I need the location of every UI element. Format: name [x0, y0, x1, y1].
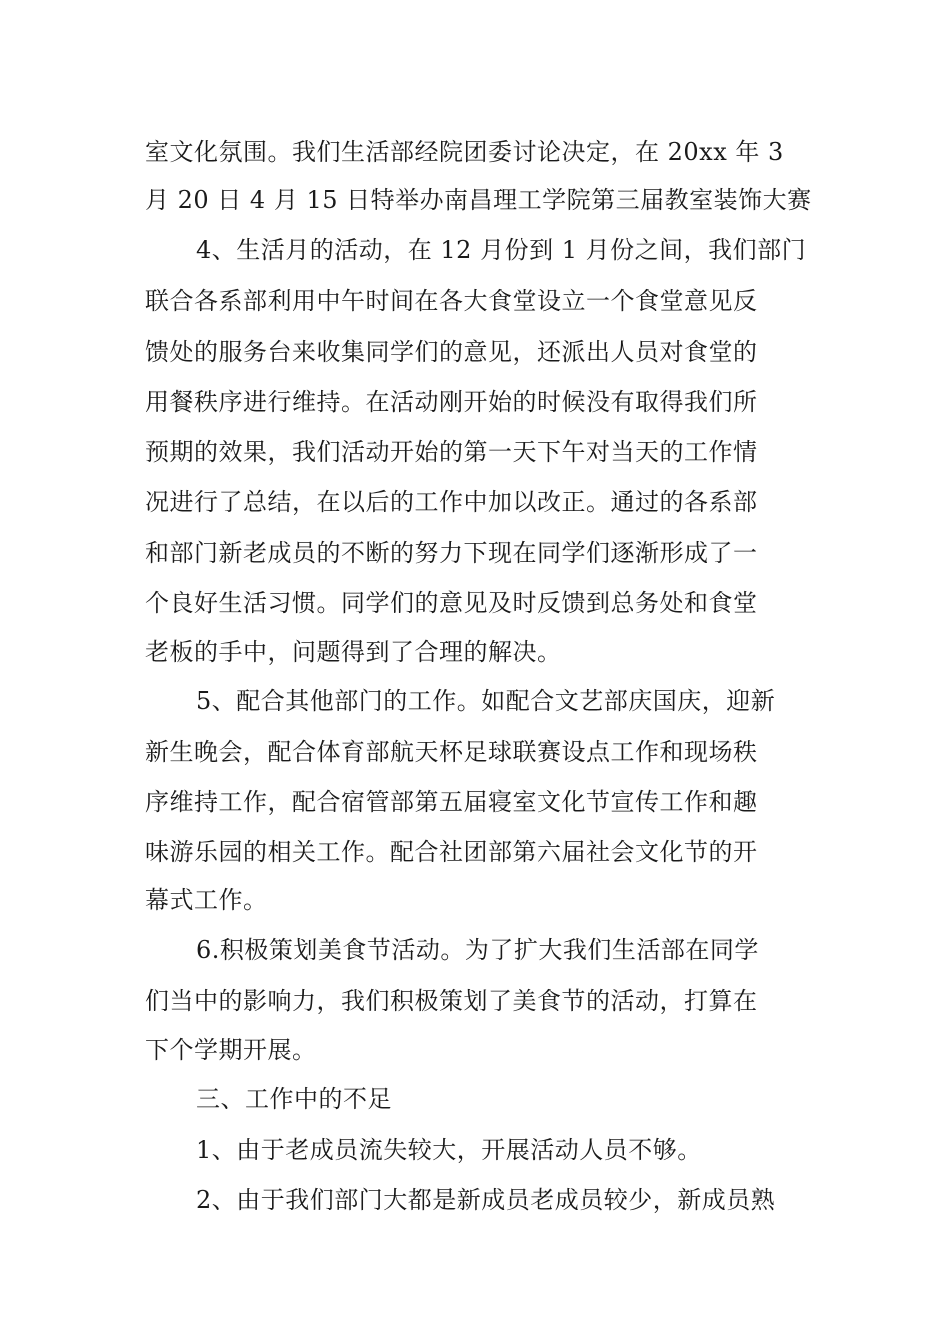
text-line: 用餐秩序进行维持。在活动刚开始的时候没有取得我们所 [145, 388, 758, 416]
text-line: 室文化氛围。我们生活部经院团委讨论决定，在 20xx 年 3 [145, 138, 784, 166]
text-line: 和部门新老成员的不断的努力下现在同学们逐渐形成了一 [145, 539, 758, 567]
text-line: 新生晚会，配合体育部航天杯足球联赛设点工作和现场秩 [145, 738, 758, 766]
section-heading: 三、工作中的不足 [196, 1085, 392, 1113]
text-line: 下个学期开展。 [145, 1036, 317, 1064]
text-line: 况进行了总结，在以后的工作中加以改正。通过的各系部 [145, 488, 758, 516]
list-item: 2、由于我们部门大都是新成员老成员较少，新成员熟 [196, 1186, 776, 1214]
text-line: 味游乐园的相关工作。配合社团部第六届社会文化节的开 [145, 838, 758, 866]
text-line: 预期的效果，我们活动开始的第一天下午对当天的工作情 [145, 438, 758, 466]
paragraph-6-start: 6.积极策划美食节活动。为了扩大我们生活部在同学 [196, 936, 759, 964]
text-line: 们当中的影响力，我们积极策划了美食节的活动，打算在 [145, 987, 758, 1015]
paragraph-5-start: 5、配合其他部门的工作。如配合文艺部庆国庆，迎新 [196, 687, 776, 715]
text-line: 老板的手中，问题得到了合理的解决。 [145, 638, 562, 666]
text-line: 个良好生活习惯。同学们的意见及时反馈到总务处和食堂 [145, 589, 758, 617]
text-line: 馈处的服务台来收集同学们的意见，还派出人员对食堂的 [145, 338, 758, 366]
text-line: 联合各系部利用中午时间在各大食堂设立一个食堂意见反 [145, 287, 758, 315]
paragraph-4-start: 4、生活月的活动，在 12 月份到 1 月份之间，我们部门 [196, 236, 807, 264]
text-line: 序维持工作，配合宿管部第五届寝室文化节宣传工作和趣 [145, 788, 758, 816]
list-item: 1、由于老成员流失较大，开展活动人员不够。 [196, 1136, 702, 1164]
text-line: 月 20 日 4 月 15 日特举办南昌理工学院第三届教室装饰大赛 [145, 186, 812, 214]
text-line: 幕式工作。 [145, 886, 268, 914]
